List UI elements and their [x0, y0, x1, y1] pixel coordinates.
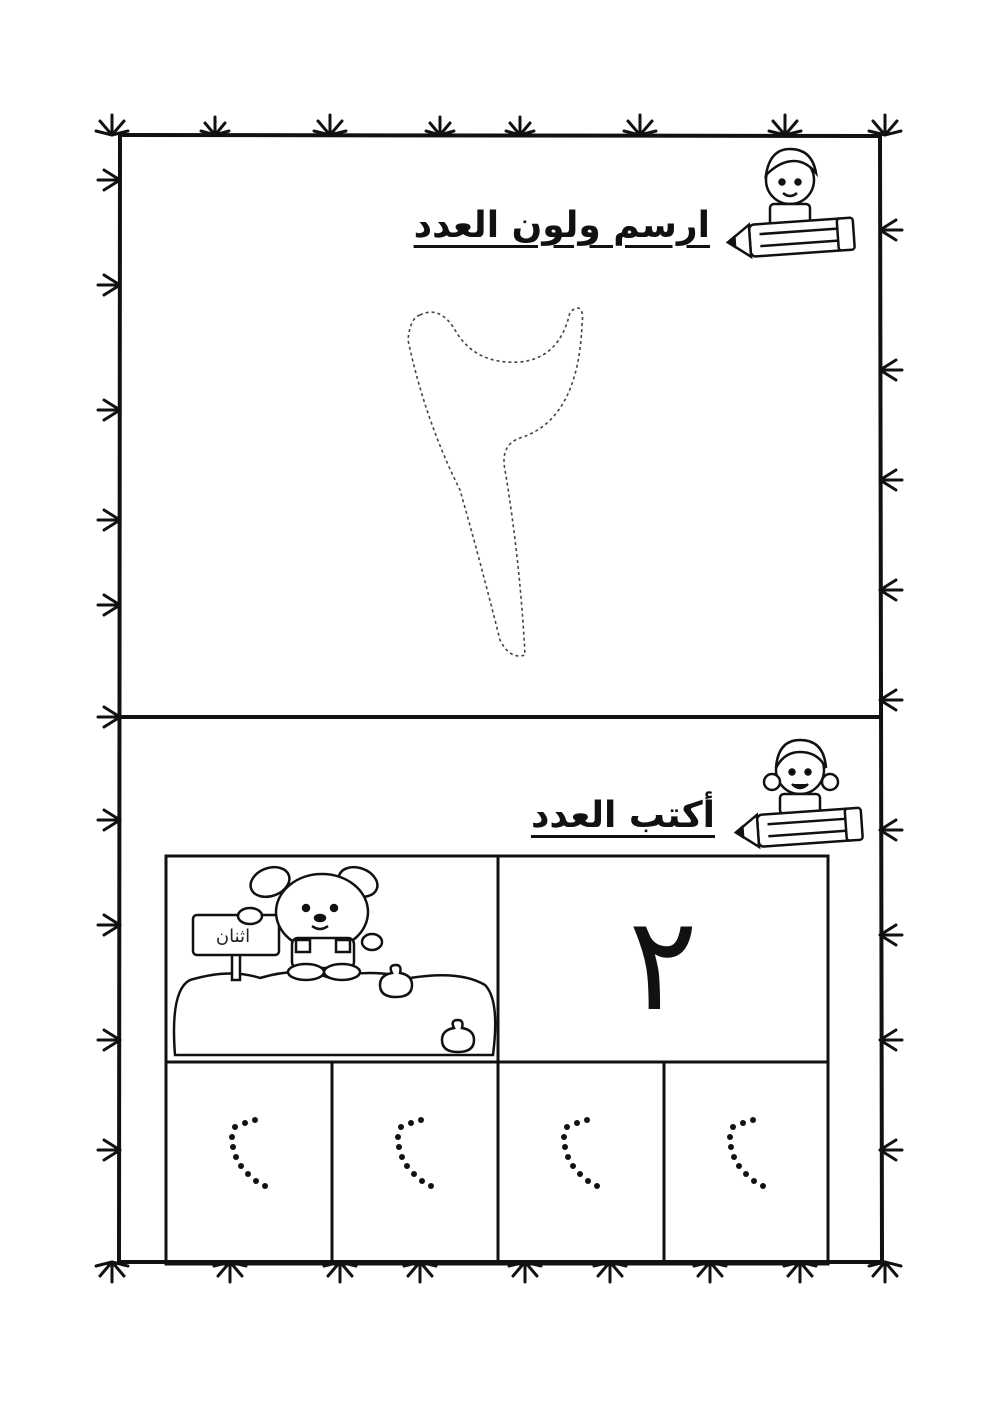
- example-digit: ٢: [628, 888, 698, 1040]
- section-title-write: أكتب العدد: [530, 795, 715, 836]
- bunny-with-sign-icon: [174, 862, 495, 1055]
- boy-with-pencil-icon: [727, 149, 855, 258]
- section-title-draw: ارسم ولون العدد: [413, 205, 710, 246]
- bunny-sign-text: اثنان: [215, 926, 251, 947]
- girl-with-pencil-icon: [735, 740, 863, 848]
- dotted-digit-outline: [408, 308, 583, 656]
